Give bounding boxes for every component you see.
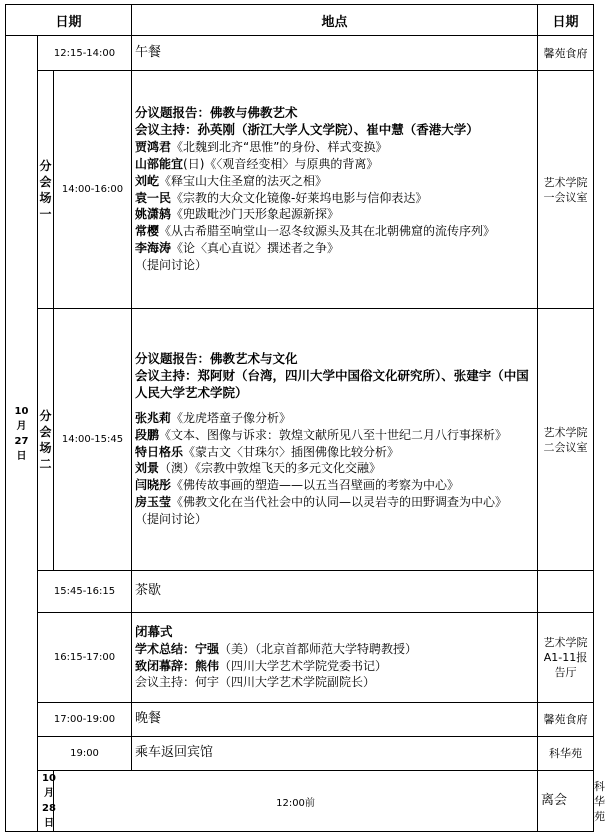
talk-topic: 《佛传故事画的塑造——以五当召壁画的考察为中心》: [171, 478, 460, 493]
subvenue-label: 分会场二: [39, 408, 52, 471]
speaker-name: 刘景: [135, 461, 160, 476]
venue-cell: 科华苑: [538, 737, 594, 771]
subvenue-label: 分会场一: [39, 158, 52, 221]
time-cell: 14:00-15:45: [54, 309, 132, 571]
table-row: [6, 71, 594, 309]
event-cell: 乘车返回宾馆: [132, 737, 538, 771]
venue-cell: 馨苑食府: [538, 36, 594, 71]
session-title: 分议题报告：佛教与佛教艺术: [135, 104, 298, 120]
speaker-name: 闫晓彤: [135, 478, 172, 493]
closing-content: [132, 613, 538, 703]
session1-content: [132, 71, 538, 309]
talk-topic: 《论〈真心直说〉撰述者之争》: [171, 241, 340, 256]
list-item: [135, 477, 537, 494]
venue-cell: 馨苑食府: [538, 703, 594, 737]
header-date-right: 日期: [538, 5, 594, 36]
speaker-name: 特日格乐: [135, 444, 184, 459]
talk-topic: 《宗教的大众文化镜像-好莱坞电影与信仰表达》: [171, 190, 428, 205]
talk-topic: （澳）《宗教中敦煌飞天的多元文化交融》: [159, 461, 382, 476]
table-row: [6, 309, 594, 571]
talk-topic: 《佛教文化在当代社会中的认同—以灵岩寺的田野调查为中心》: [171, 495, 508, 510]
speaker-name: 李海涛: [135, 241, 172, 256]
venue-cell: [538, 71, 594, 309]
speaker-name: 房玉莹: [135, 495, 172, 510]
venue-label: 艺术学院A1-11报告厅: [543, 636, 588, 679]
speaker-name: 贾鸿君: [135, 139, 172, 154]
event-cell: 离会: [538, 771, 594, 832]
list-item: [135, 223, 537, 240]
session-title: 分议题报告：佛教艺术与文化: [135, 350, 298, 366]
speaker-name: 袁一民: [135, 190, 172, 205]
table-row: [6, 613, 594, 703]
date-oct28-cell: [38, 771, 54, 832]
discussion-note: （提问讨论）: [135, 512, 208, 527]
closing-host: 会议主持：何宇（四川大学艺术学院副院长）: [135, 675, 376, 690]
speaker-name: 姚潇鸫: [135, 207, 172, 222]
time-cell: 15:45-16:15: [38, 571, 132, 613]
list-item: [135, 444, 537, 461]
header-date: 日期: [6, 5, 132, 36]
list-item: [135, 139, 537, 156]
time-cell: 14:00-16:00: [54, 71, 132, 309]
summary-label: 学术总结：: [135, 641, 196, 656]
header-place: 地点: [132, 5, 538, 36]
list-item: [135, 240, 537, 257]
summary-name: 宁强: [195, 641, 220, 656]
list-item: [135, 427, 537, 444]
closing-title: 闭幕式: [135, 623, 173, 639]
subvenue-cell: [38, 309, 54, 571]
subvenue-cell: [38, 71, 54, 309]
speaker-name: 张兆莉: [135, 410, 172, 425]
summary-affiliation: （美）（北京首都师范大学特聘教授）: [219, 641, 418, 656]
talk-topic: 《北魏到北齐“思惟”的身份、样式变换》: [171, 139, 388, 154]
schedule-table: [5, 4, 605, 832]
time-cell: 12:15-14:00: [38, 36, 132, 71]
speech-affiliation: （四川大学艺术学院党委书记）: [219, 658, 388, 673]
time-cell: 17:00-19:00: [38, 703, 132, 737]
talk-topic: 《从古希腊至响堂山一忍冬纹源头及其在北朝佛窟的流传序列》: [159, 224, 496, 239]
venue-label: 艺术学院二会议室: [543, 425, 588, 454]
event-cell: 午餐: [132, 36, 538, 71]
list-item: [135, 206, 537, 223]
date-oct28: 10月28日: [42, 773, 56, 829]
list-item: [135, 460, 537, 477]
venue-cell: [538, 613, 594, 703]
table-row: 10月28日 12:00前 离会 科华苑: [6, 771, 594, 832]
table-row: [6, 571, 594, 613]
date-oct27-cell: [6, 36, 38, 832]
talk-topic: 《龙虎塔童子像分析》: [171, 410, 292, 425]
venue-cell: [538, 309, 594, 571]
venue-cell-empty: [538, 571, 594, 613]
session-host: 会议主持：孙英刚（浙江大学人文学院）、崔中慧（香港大学）: [135, 121, 479, 137]
event-cell: 茶歇: [132, 571, 538, 613]
talk-topic: 《蒙古文〈甘珠尔〉插图佛像比较分析》: [183, 444, 400, 459]
table-row: [6, 737, 594, 771]
time-cell: 16:15-17:00: [38, 613, 132, 703]
discussion-note: （提问讨论）: [135, 258, 208, 273]
event-cell: 晚餐: [132, 703, 538, 737]
list-item: [135, 494, 537, 511]
table-row: [6, 36, 594, 71]
spacer: [135, 402, 537, 410]
time-cell: 19:00: [38, 737, 132, 771]
speaker-name: 段鹏: [135, 427, 160, 442]
list-item: [135, 410, 537, 427]
talk-topic: 《释宝山大住圣窟的法灭之相》: [159, 173, 328, 188]
date-oct27: 10月27日: [14, 405, 29, 462]
list-item: [135, 156, 537, 173]
table-header-row: [6, 5, 594, 36]
speech-name: 熊伟: [195, 658, 220, 673]
speech-label: 致闭幕辞：: [135, 658, 196, 673]
time-cell: 12:00前: [54, 771, 538, 832]
speaker-name: 常樱: [135, 224, 160, 239]
table-row: [6, 703, 594, 737]
talk-topic: 《兜跋毗沙门天形象起源新探》: [171, 207, 340, 222]
talk-topic: 《文本、图像与诉求：敦煌文献所见八至十世纪二月八行事探析》: [159, 427, 508, 442]
session2-content: [132, 309, 538, 571]
venue-label: 艺术学院一会议室: [543, 175, 588, 204]
list-item: [135, 173, 537, 190]
talk-topic: (日)《〈观音经变相〉与原典的背离》: [183, 156, 379, 171]
session-host: 会议主持：郑阿财（台湾，四川大学中国俗文化研究所）、张建宇（中国人民大学艺术学院）: [135, 367, 529, 400]
speaker-name: 山部能宜: [135, 156, 184, 171]
closing-summary: [135, 641, 537, 658]
list-item: [135, 190, 537, 207]
speaker-name: 刘屹: [135, 173, 160, 188]
closing-speech: [135, 658, 537, 675]
